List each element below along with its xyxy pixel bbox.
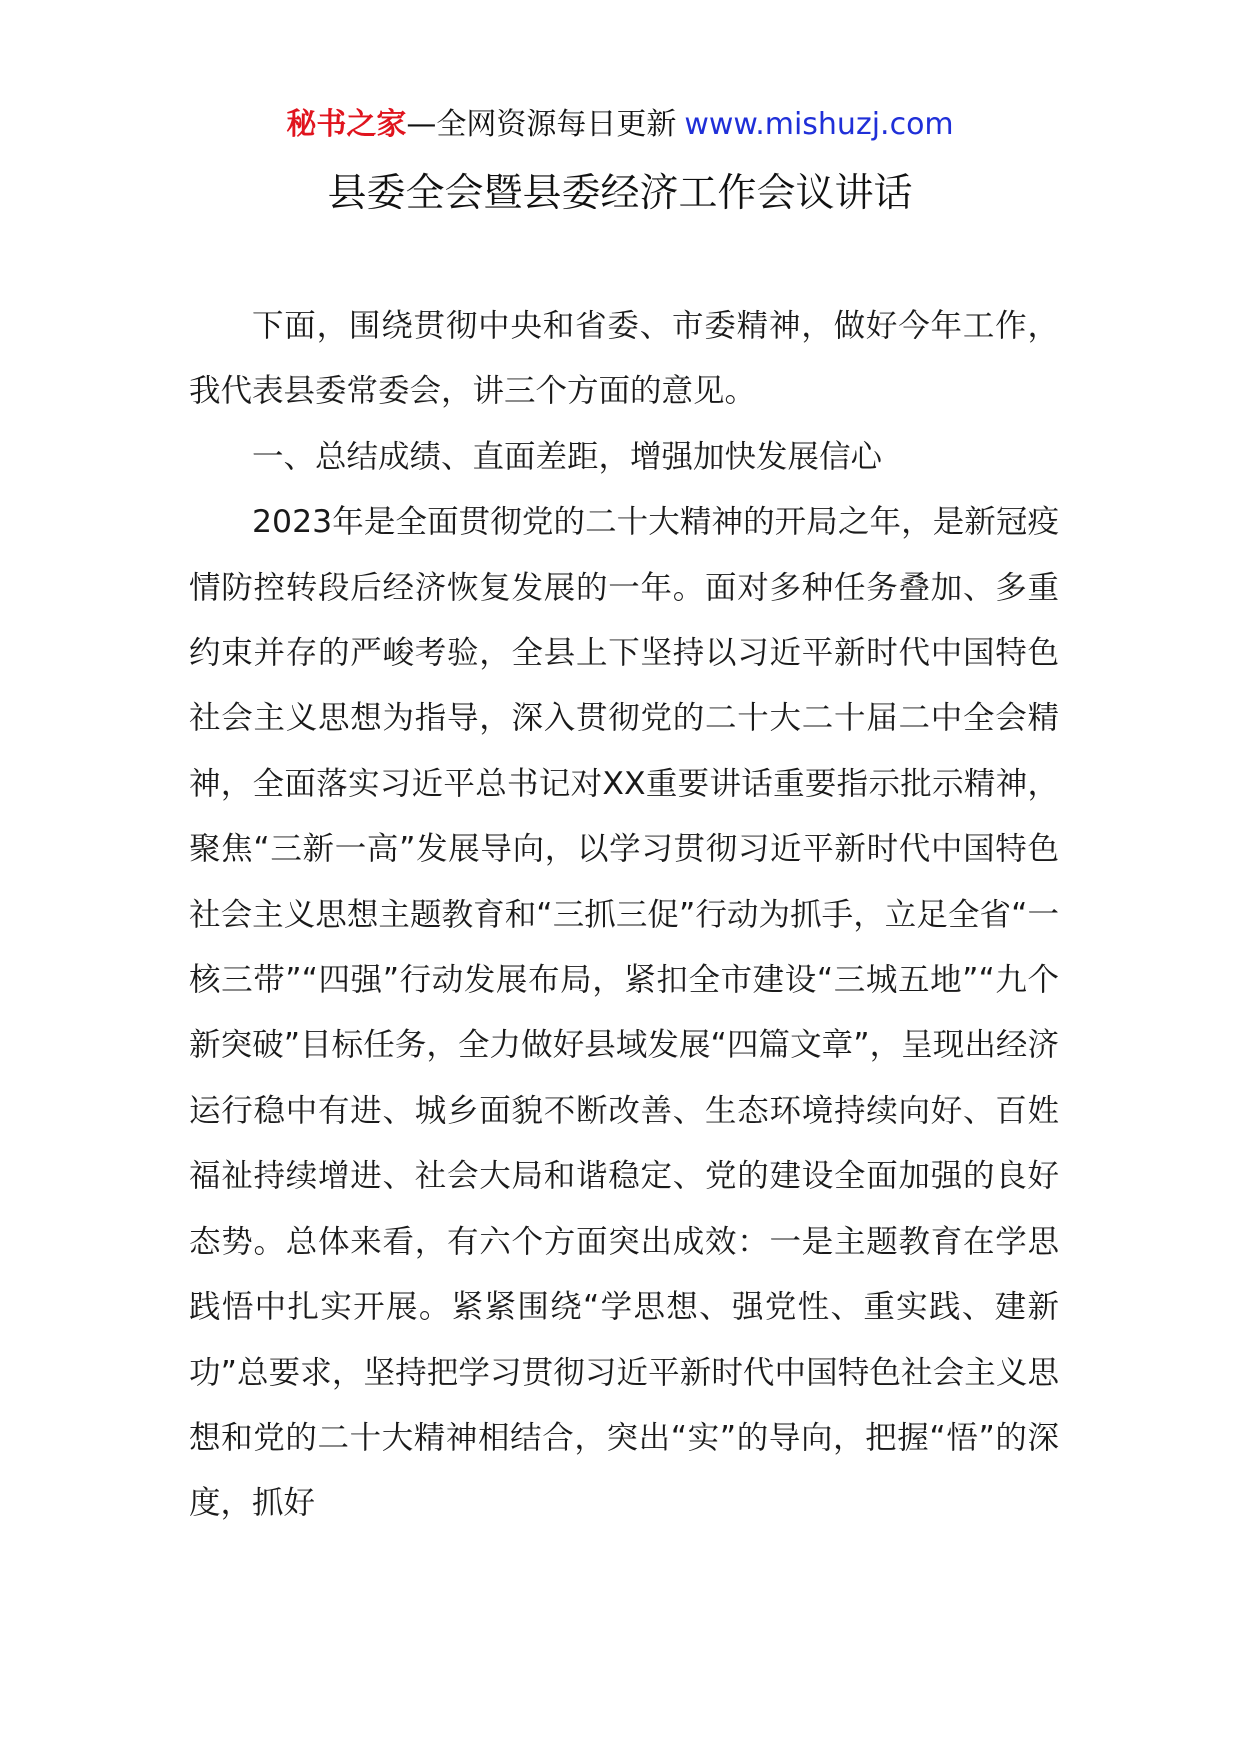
site-tagline: —全网资源每日更新 — [406, 107, 677, 142]
brand-name: 秘书之家 — [286, 107, 407, 142]
paragraph-intro: 下面，围绕贯彻中央和省委、市委精神，做好今年工作，我代表县委常委会，讲三个方面的意见。 — [189, 308, 1059, 410]
paragraph-achievements: 2023年是全面贯彻党的二十大精神的开局之年，是新冠疫情防控转段后经济恢复发展的一年。面对多种任务叠加、多重约束并存的严峻考验，全县上下坚持以习近平新时代中国特色社会主义思想为指导，深入贯彻党的二十大二十届二中全会精神，全面落实习近平总书记对XX重要讲话重要指示批示精神，聚焦“三新一高”发展导向，以学习贯彻习近平新时代中国特色社会主义思想主题教育和“三抓三促”行动为抓手，立足全省“一核三带”“四强”行动发展布局，紧扣全市建设“三城五地”“九个新突破”目标任务，全力做好县域发展“四篇文章”，呈现出经济运行稳中有进、城乡面貌不断改善、生态环境持续向好、百姓福祉持续增进、社会大局和谐稳定、党的建设全面加强的良好态势。总体来看，有六个方面突出成效：一是主题教育在学思践悟中扎实开展。紧紧围绕“学思想、强党性、重实践、建新功”总要求，坚持把学习贯彻习近平新时代中国特色社会主义思想和党的二十大精神相结合，突出“实”的导向，把握“悟”的深度，抓好 — [189, 504, 1059, 1522]
section-heading-1: 一、总结成绩、直面差距，增强加快发展信心 — [252, 438, 883, 475]
document-body — [189, 294, 1059, 1537]
document-title: 县委全会暨县委经济工作会议讲话 — [327, 171, 913, 216]
site-header — [0, 103, 1240, 147]
site-url-link[interactable]: www.mishuzj.com — [684, 107, 954, 142]
